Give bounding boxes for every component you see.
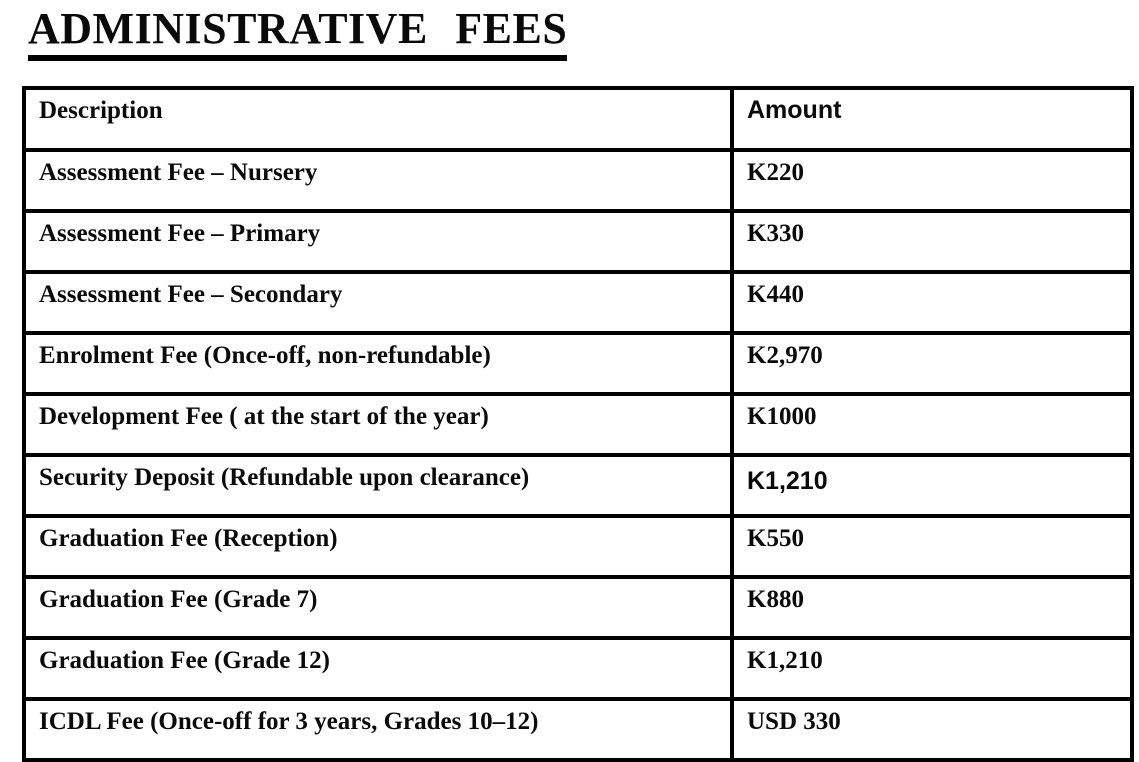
amount-cell: USD 330 <box>732 699 1132 760</box>
description-cell: Security Deposit (Refundable upon clearance) <box>24 455 732 516</box>
amount-cell: K1,210 <box>732 455 1132 516</box>
table-row <box>24 333 1132 394</box>
table-header-row <box>24 88 1132 150</box>
page-title: ADMINISTRATIVE FEES <box>28 7 567 61</box>
amount-cell: K1000 <box>732 394 1132 455</box>
description-cell: Assessment Fee – Primary <box>24 211 732 272</box>
amount-cell: K330 <box>732 211 1132 272</box>
table-row <box>24 699 1132 760</box>
table-row <box>24 150 1132 211</box>
description-cell: Graduation Fee (Reception) <box>24 516 732 577</box>
table-row <box>24 516 1132 577</box>
table-row <box>24 638 1132 699</box>
table-row <box>24 455 1132 516</box>
table-row <box>24 211 1132 272</box>
amount-cell: K550 <box>732 516 1132 577</box>
description-cell: Enrolment Fee (Once-off, non-refundable) <box>24 333 732 394</box>
description-cell: Assessment Fee – Secondary <box>24 272 732 333</box>
description-cell: Development Fee ( at the start of the year) <box>24 394 732 455</box>
description-cell: ICDL Fee (Once-off for 3 years, Grades 10–12) <box>24 699 732 760</box>
description-cell: Graduation Fee (Grade 7) <box>24 577 732 638</box>
table-row <box>24 394 1132 455</box>
amount-cell: K2,970 <box>732 333 1132 394</box>
table-row <box>24 577 1132 638</box>
amount-cell: K880 <box>732 577 1132 638</box>
amount-cell: K440 <box>732 272 1132 333</box>
description-cell: Assessment Fee – Nursery <box>24 150 732 211</box>
table-row <box>24 272 1132 333</box>
column-header-amount: Amount <box>732 88 1132 150</box>
fees-table <box>22 86 1134 762</box>
column-header-description: Description <box>24 88 732 150</box>
amount-cell: K220 <box>732 150 1132 211</box>
description-cell: Graduation Fee (Grade 12) <box>24 638 732 699</box>
amount-cell: K1,210 <box>732 638 1132 699</box>
